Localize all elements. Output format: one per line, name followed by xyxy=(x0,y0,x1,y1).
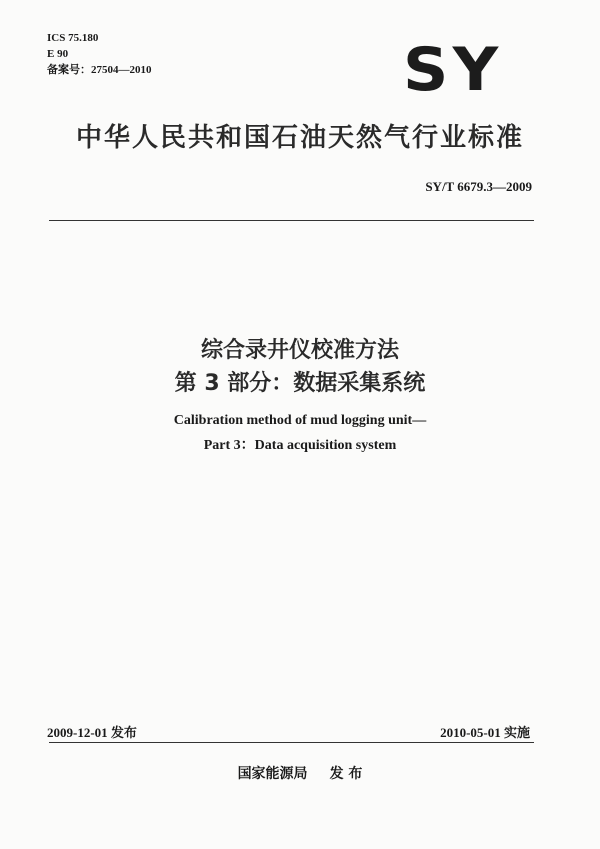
bottom-divider xyxy=(49,742,534,743)
issuer xyxy=(0,763,600,783)
publish-date: 2009-12-01 发布 xyxy=(47,725,137,740)
classification-block xyxy=(47,30,152,78)
ics-code: ICS 75.180 xyxy=(47,32,99,44)
chinese-title-line-1: 综合录井仪校准方法 xyxy=(200,338,399,363)
national-standard-title: 中华人民共和国石油天然气行业标准 xyxy=(75,123,524,153)
english-title-line-2: Part 3：Data acquisition system xyxy=(203,438,397,453)
implement-date: 2010-05-01 实施 xyxy=(440,725,530,740)
sy-logo: SY xyxy=(403,35,503,105)
issuer-org: 国家能源局 xyxy=(237,766,308,782)
class-code: E 90 xyxy=(47,48,69,60)
top-divider xyxy=(49,220,534,221)
record-number: 备案号：27504—2010 xyxy=(47,64,152,76)
chinese-title-line-2: 第 3 部分：数据采集系统 xyxy=(174,371,426,396)
standard-number: SY/T 6679.3—2009 xyxy=(425,179,532,194)
english-title-line-1: Calibration method of mud logging unit— xyxy=(173,413,427,428)
issuer-action: 发 布 xyxy=(329,766,363,782)
